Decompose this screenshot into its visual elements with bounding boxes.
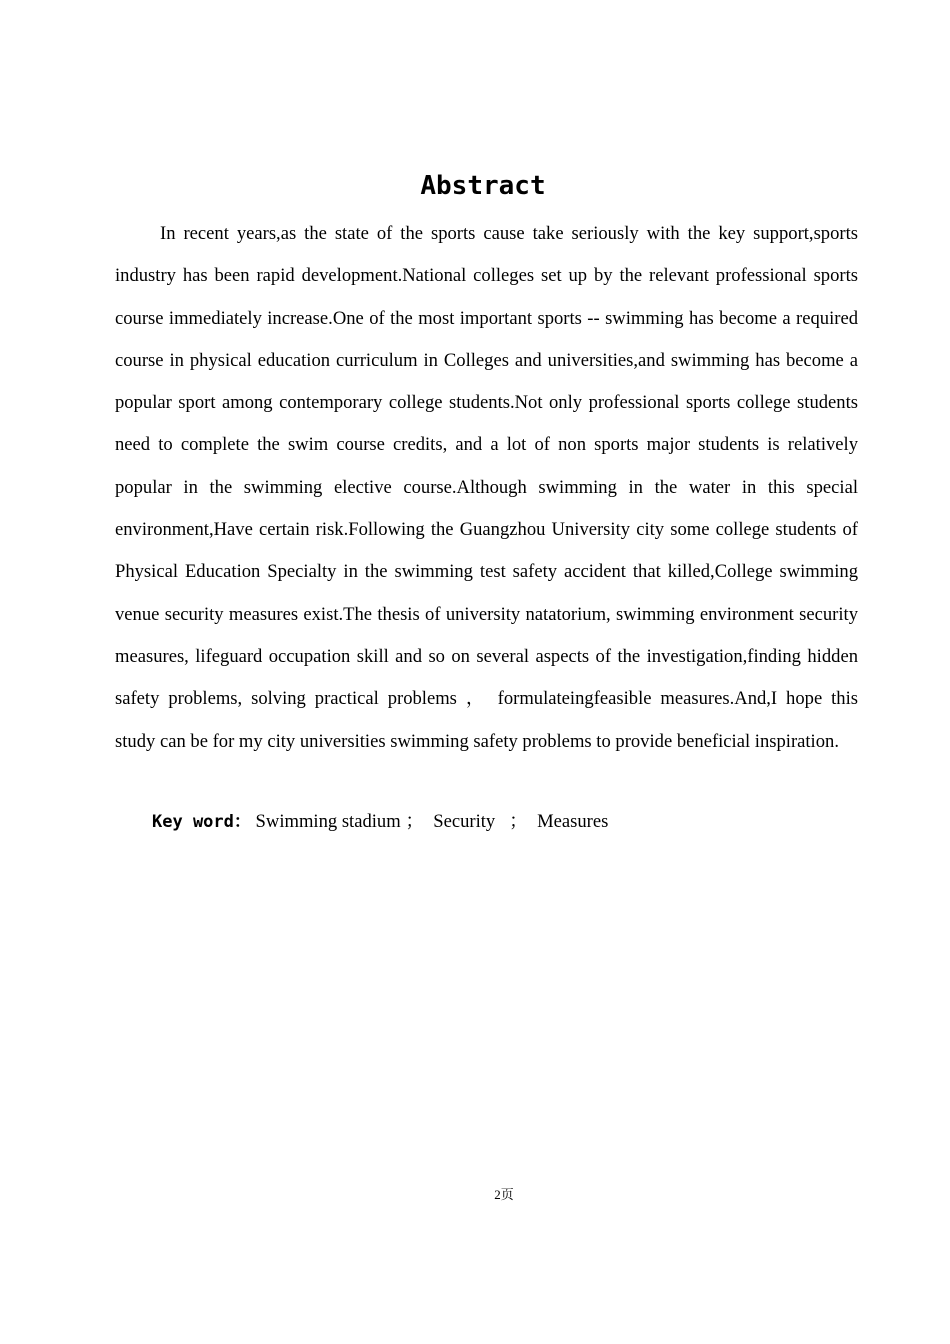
abstract-title: Abstract: [420, 171, 546, 201]
abstract-body: In recent years,as the state of the sports cause take seriously with the key support,sports industry has been rapid development.National colleges set up by the relevant professional sports course immediately increase.One of the most important sports -- swimming has become a required course in physical education curriculum in Colleges and universities,and swimming has become a popular sport among contemporary college students.Not only professional sports college students need to complete the swim course credits, and a lot of non sports major students is relatively popular in the swimming elective course.Although swimming in the water in this special environment,Have certain risk.Following the Guangzhou University city some college students of Physical Education Specialty in the swimming test safety accident that killed,College swimming venue security measures exist.The thesis of university natatorium, swimming environment security measures, lifeguard occupation skill and so on several aspects of the investigation,finding hidden safety problems, solving practical problems ， formulateingfeasible measures.And,I hope this study can be for my city universities swimming safety problems to provide beneficial inspiration.: [115, 223, 858, 752]
page-number: 2页: [494, 1187, 514, 1202]
keywords-line: [152, 806, 608, 838]
keyword-separator: ；: [400, 811, 429, 832]
keywords-label: Key word：: [152, 812, 251, 832]
keyword-term: Swimming stadium: [255, 811, 401, 832]
keyword-separator: ；: [504, 811, 533, 832]
keyword-term: Security: [433, 811, 496, 832]
keyword-term: Measures: [537, 811, 609, 832]
